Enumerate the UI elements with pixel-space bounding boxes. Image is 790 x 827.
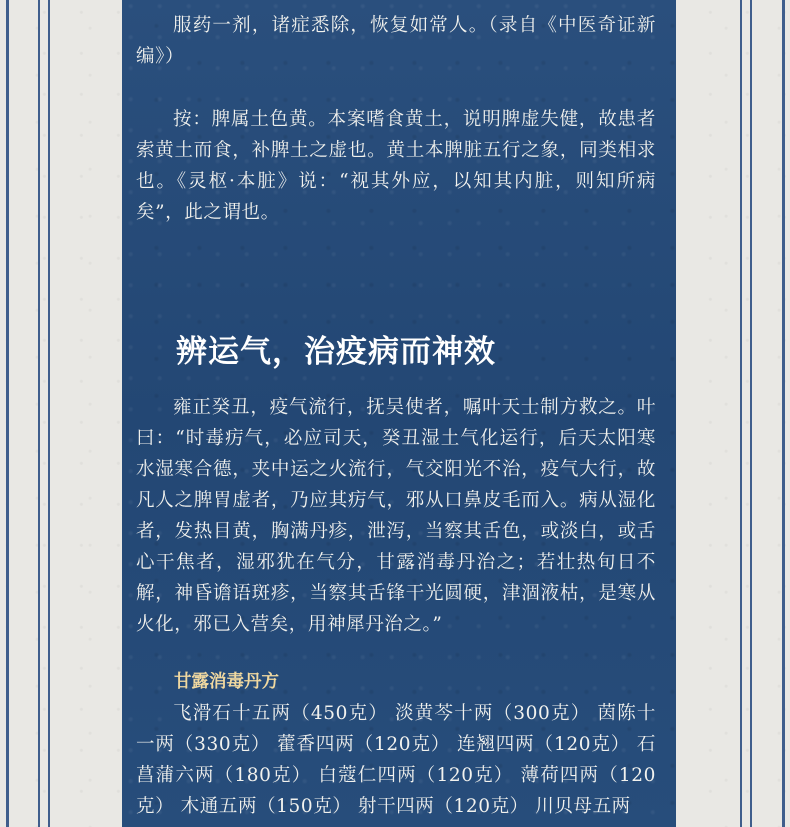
formula-title: 甘露消毒丹方 [174,672,279,692]
right-inner-border-line [740,0,742,827]
paragraph-result: 服药一剂，诸症悉除，恢复如常人。（录自《中医奇证新编》） [136,15,656,67]
right-outer-border-line [782,0,785,827]
article-panel [122,0,676,827]
left-outer-border-line [6,0,9,827]
paragraph-commentary: 按：脾属土色黄。本案嗜食黄土，说明脾虚失健，故患者索黄土而食，补脾土之虚也。黄土本脾脏五行之象，同类相求也。《灵枢·本脏》说：“视其外应，以知其内脏，则知所病矣”，此之谓也。 [136,109,656,223]
right-border-line [750,0,752,827]
paragraph-case: 雍正癸丑，疫气流行，抚吴使者，嘱叶天士制方救之。叶曰：“时毒疠气，必应司天，癸丑湿土气化运行，后天太阳寒水湿寒合德，夹中运之火流行，气交阳光不治，疫气大行，故凡人之脾胃虚者，乃应其疠气，邪从口鼻皮毛而入。病从湿化者，发热目黄，胸满丹疹，泄泻，当察其舌色，或淡白，或舌心干焦者，湿邪犹在气分，甘露消毒丹治之；若壮热旬日不解，神昏谵语斑疹，当察其舌锋干光圆硬，津涸液枯，是寒从火化，邪已入营矣，用神犀丹治之。” [136,397,656,635]
formula-ingredients: 飞滑石十五两（450克） 淡黄芩十两（300克） 茵陈十一两（330克） 藿香四两（120克） 连翘四两（120克） 石菖蒲六两（180克） 白蔻仁四两（120克） 薄荷四两（120克） 木通五两（150克） 射干四两（120克） 川贝母五两 [136,703,656,817]
left-inner-border-line [48,0,50,827]
section-title: 辨运气，治疫病而神效 [176,334,496,370]
left-border-line [38,0,40,827]
